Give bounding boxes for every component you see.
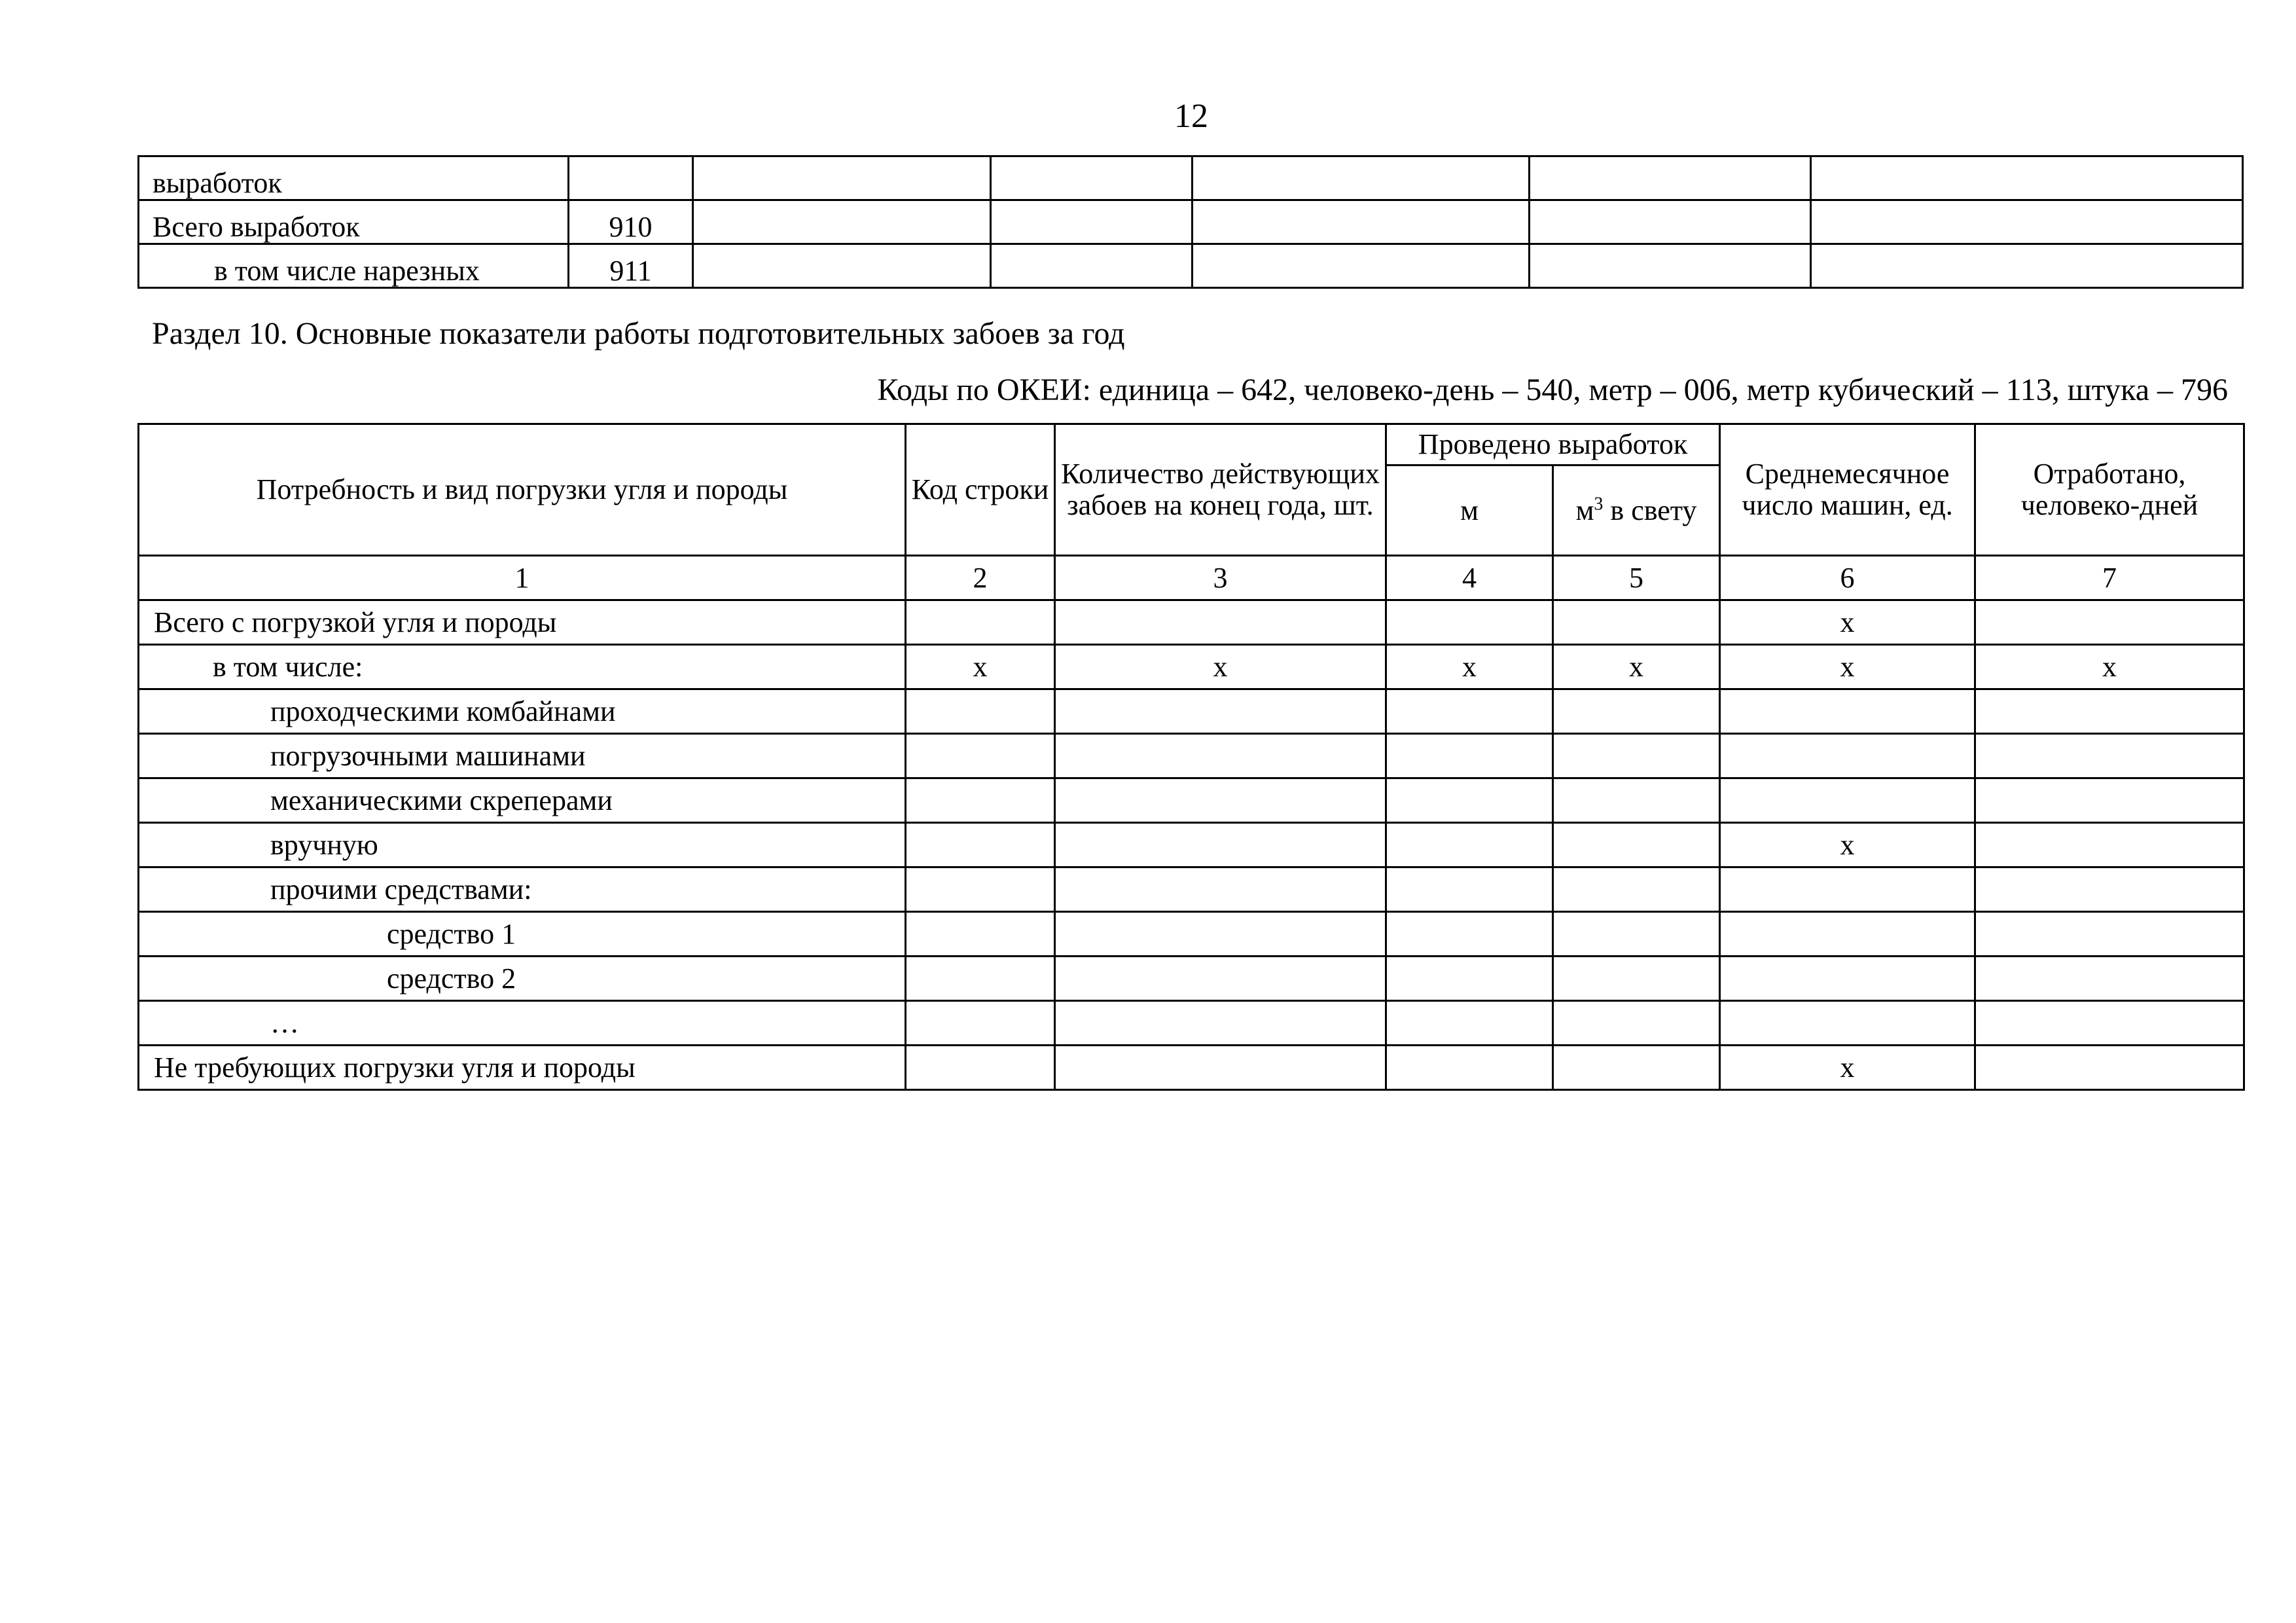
section-10-table bbox=[137, 423, 2245, 1091]
data-cell bbox=[1386, 1001, 1553, 1046]
table-row bbox=[139, 1046, 2244, 1090]
data-cell bbox=[1975, 600, 2244, 645]
okei-codes: Коды по ОКЕИ: единица – 642, человеко-день – 540, метр – 006, метр кубический – 113, штука – 796 bbox=[877, 373, 2228, 407]
row-label: погрузочными машинами bbox=[139, 734, 906, 778]
data-cell bbox=[1055, 734, 1386, 778]
data-cell bbox=[1975, 912, 2244, 957]
row-label: Не требующих погрузки угля и породы bbox=[139, 1046, 906, 1090]
data-cell bbox=[991, 200, 1193, 244]
unit-text: м bbox=[1575, 494, 1594, 526]
data-cell bbox=[1720, 689, 1975, 734]
data-cell: x bbox=[1386, 645, 1553, 689]
table-row bbox=[139, 1001, 2244, 1046]
data-cell bbox=[1811, 244, 2243, 288]
data-cell bbox=[1193, 156, 1530, 200]
data-cell bbox=[1530, 200, 1811, 244]
column-number: 4 bbox=[1386, 556, 1553, 600]
data-cell bbox=[1055, 823, 1386, 867]
row-label: механическими скреперами bbox=[139, 778, 906, 823]
data-cell bbox=[1720, 734, 1975, 778]
row-label: в том числе: bbox=[139, 645, 906, 689]
data-cell bbox=[1811, 156, 2243, 200]
header-col2: Код строки bbox=[906, 424, 1055, 556]
row-label: вручную bbox=[139, 823, 906, 867]
data-cell bbox=[1720, 957, 1975, 1001]
data-cell bbox=[1975, 1046, 2244, 1090]
header-group: Проведено выработок bbox=[1386, 424, 1720, 465]
data-cell bbox=[906, 823, 1055, 867]
data-cell: x bbox=[1553, 645, 1720, 689]
column-number: 1 bbox=[139, 556, 906, 600]
row-code: 910 bbox=[569, 200, 693, 244]
header-row bbox=[139, 424, 2244, 465]
row-label: Всего с погрузкой угля и породы bbox=[139, 600, 906, 645]
row-label: выработок bbox=[139, 156, 569, 200]
data-cell bbox=[1055, 689, 1386, 734]
table-row bbox=[139, 600, 2244, 645]
data-cell bbox=[1386, 867, 1553, 912]
data-cell bbox=[1720, 778, 1975, 823]
data-cell bbox=[1975, 823, 2244, 867]
data-cell bbox=[1055, 600, 1386, 645]
section-title: Раздел 10. Основные показатели работы подготовительных забоев за год bbox=[152, 316, 1125, 351]
data-cell bbox=[1553, 689, 1720, 734]
data-cell bbox=[1386, 1046, 1553, 1090]
header-col5 bbox=[1553, 465, 1720, 556]
data-cell bbox=[1553, 600, 1720, 645]
data-cell bbox=[906, 867, 1055, 912]
data-cell bbox=[693, 200, 991, 244]
data-cell bbox=[1193, 244, 1530, 288]
data-cell bbox=[1553, 778, 1720, 823]
column-number: 5 bbox=[1553, 556, 1720, 600]
data-cell: x bbox=[1055, 645, 1386, 689]
data-cell bbox=[1975, 778, 2244, 823]
table-row bbox=[139, 200, 2243, 244]
data-cell bbox=[1386, 912, 1553, 957]
header-col6: Среднемесячное число машин, ед. bbox=[1720, 424, 1975, 556]
data-cell bbox=[1530, 156, 1811, 200]
data-cell bbox=[1055, 957, 1386, 1001]
data-cell: x bbox=[1720, 1046, 1975, 1090]
row-label: средство 2 bbox=[139, 957, 906, 1001]
row-code: 911 bbox=[569, 244, 693, 288]
data-cell bbox=[906, 778, 1055, 823]
data-cell bbox=[906, 600, 1055, 645]
column-number: 2 bbox=[906, 556, 1055, 600]
header-col1: Потребность и вид погрузки угля и породы bbox=[139, 424, 906, 556]
header-col3: Количество действующих забоев на конец года, шт. bbox=[1055, 424, 1386, 556]
data-cell bbox=[1386, 600, 1553, 645]
data-cell bbox=[1055, 1001, 1386, 1046]
column-number: 3 bbox=[1055, 556, 1386, 600]
table-row bbox=[139, 156, 2243, 200]
table-row bbox=[139, 778, 2244, 823]
data-cell: x bbox=[1720, 600, 1975, 645]
data-cell: x bbox=[906, 645, 1055, 689]
table-body bbox=[139, 600, 2244, 1090]
table-row bbox=[139, 645, 2244, 689]
data-cell bbox=[1553, 867, 1720, 912]
data-cell bbox=[1975, 734, 2244, 778]
data-cell bbox=[1386, 689, 1553, 734]
data-cell: x bbox=[1720, 823, 1975, 867]
data-cell bbox=[1975, 957, 2244, 1001]
row-label: Всего выработок bbox=[139, 200, 569, 244]
column-number: 7 bbox=[1975, 556, 2244, 600]
table-row bbox=[139, 689, 2244, 734]
data-cell bbox=[1055, 778, 1386, 823]
data-cell bbox=[906, 912, 1055, 957]
table-row bbox=[139, 957, 2244, 1001]
data-cell bbox=[1975, 867, 2244, 912]
data-cell bbox=[1553, 1001, 1720, 1046]
row-label: средство 1 bbox=[139, 912, 906, 957]
data-cell: x bbox=[1720, 645, 1975, 689]
data-cell bbox=[906, 957, 1055, 1001]
data-cell bbox=[1386, 734, 1553, 778]
data-cell bbox=[1386, 957, 1553, 1001]
data-cell bbox=[991, 156, 1193, 200]
data-cell bbox=[693, 156, 991, 200]
data-cell bbox=[1530, 244, 1811, 288]
header-col7: Отработано, человеко-дней bbox=[1975, 424, 2244, 556]
data-cell bbox=[1386, 823, 1553, 867]
data-cell bbox=[1811, 200, 2243, 244]
data-cell bbox=[906, 1046, 1055, 1090]
data-cell bbox=[1055, 867, 1386, 912]
row-label: … bbox=[139, 1001, 906, 1046]
header-col4: м bbox=[1386, 465, 1553, 556]
data-cell bbox=[1553, 1046, 1720, 1090]
data-cell bbox=[1720, 1001, 1975, 1046]
data-cell bbox=[1386, 778, 1553, 823]
unit-superscript: 3 bbox=[1594, 493, 1604, 514]
data-cell bbox=[1055, 1046, 1386, 1090]
data-cell bbox=[991, 244, 1193, 288]
data-cell: x bbox=[1975, 645, 2244, 689]
data-cell bbox=[1975, 689, 2244, 734]
data-cell bbox=[1720, 912, 1975, 957]
data-cell bbox=[1553, 957, 1720, 1001]
table-row bbox=[139, 867, 2244, 912]
table-row bbox=[139, 244, 2243, 288]
data-cell bbox=[1720, 867, 1975, 912]
data-cell bbox=[1553, 734, 1720, 778]
table-row bbox=[139, 734, 2244, 778]
row-label: в том числе нарезных bbox=[139, 244, 569, 288]
data-cell bbox=[906, 1001, 1055, 1046]
data-cell bbox=[1553, 912, 1720, 957]
row-label: прочими средствами: bbox=[139, 867, 906, 912]
column-number: 6 bbox=[1720, 556, 1975, 600]
data-cell bbox=[906, 734, 1055, 778]
data-cell bbox=[1193, 200, 1530, 244]
data-cell bbox=[1975, 1001, 2244, 1046]
row-label: проходческими комбайнами bbox=[139, 689, 906, 734]
column-numbers-row bbox=[139, 556, 2244, 600]
data-cell bbox=[693, 244, 991, 288]
row-code bbox=[569, 156, 693, 200]
table-row bbox=[139, 912, 2244, 957]
continuation-table bbox=[137, 155, 2244, 289]
table-row bbox=[139, 823, 2244, 867]
data-cell bbox=[906, 689, 1055, 734]
unit-suffix: в свету bbox=[1603, 494, 1697, 526]
page-number: 12 bbox=[1174, 98, 1208, 135]
data-cell bbox=[1553, 823, 1720, 867]
data-cell bbox=[1055, 912, 1386, 957]
